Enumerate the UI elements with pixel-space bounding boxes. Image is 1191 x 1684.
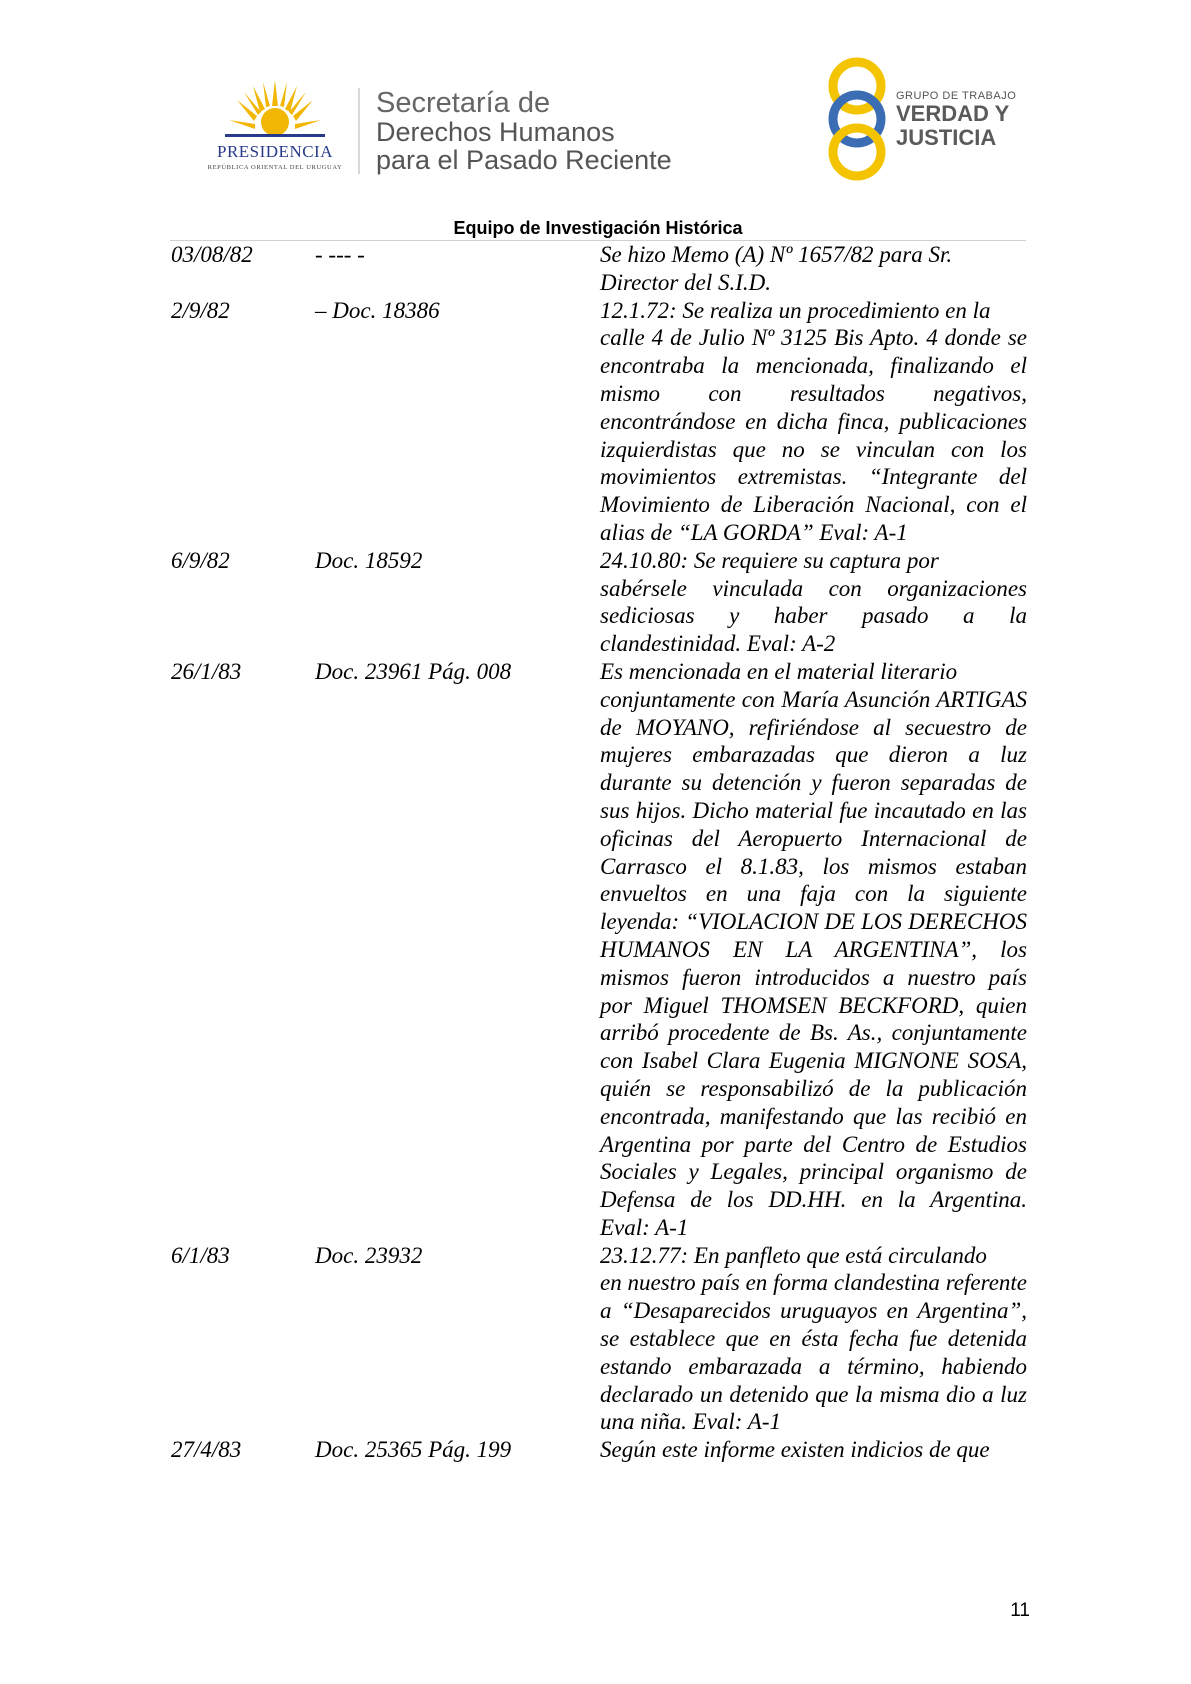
records-table	[171, 241, 1027, 1464]
header-separator	[358, 88, 360, 174]
secretaria-logo-text	[376, 88, 672, 174]
row-doc: - --- -	[315, 242, 365, 267]
linked-rings-icon	[822, 56, 892, 182]
table-row	[171, 297, 1027, 547]
table-row	[171, 241, 1027, 297]
row-desc-first: Es mencionada en el material literario	[600, 658, 958, 684]
row-desc-rest: sabérsele vinculada con organizaciones sediciosas y haber pasado a la clandestinidad. Eval: A-2	[600, 575, 1027, 657]
secretaria-line-1: Secretaría de	[376, 87, 551, 119]
row-description	[600, 241, 1027, 297]
table-row	[171, 658, 1027, 1242]
row-doc: Doc. 25365 Pág. 199	[315, 1437, 512, 1463]
table-row	[171, 1242, 1027, 1437]
row-description	[600, 658, 1027, 1242]
table-row	[171, 1436, 1027, 1464]
row-description	[600, 1242, 1027, 1437]
presidencia-logo	[195, 78, 355, 178]
row-date: 6/9/82	[171, 547, 230, 573]
sun-icon	[225, 78, 325, 140]
row-date: 6/1/83	[171, 1242, 230, 1268]
row-desc-rest: calle 4 de Julio Nº 3125 Bis Apto. 4 donde se encontraba la mencionada, finalizando el mismo con resultados negativos, encontrándose en dicha finca, publicaciones izquierdistas que no se vinculan con los movimientos extremistas. “Integrante del Movimiento de Liberación Nacional, con el alias de “LA GORDA” Eval: A-1	[600, 325, 1027, 545]
row-date: 2/9/82	[171, 297, 230, 323]
secretaria-line-2: Derechos Humanos	[376, 117, 615, 147]
presidencia-title: PRESIDENCIA	[216, 142, 333, 161]
row-date: 26/1/83	[171, 658, 242, 684]
row-desc-rest: conjuntamente con María Asunción ARTIGAS de MOYANO, refiriéndose al secuestro de mujeres embarazadas que dieron a luz durante su detención y fueron separadas de sus hijos. Dicho material fue incautado en las oficinas del Aeropuerto Internacional de Carrasco el 8.1.83, los mismos estaban envueltos en una faja con la siguiente leyenda: “VIOLACION DE LOS DERECHOS HUMANOS EN LA ARGENTINA”, los mismos fueron introducidos a nuestro país por Miguel THOMSEN BECKFORD, quien arribó procedente de Bs. As., conjuntamente con Isabel Clara Eugenia MIGNONE SOSA, quién se responsabilizó de la publicación encontrada, manifestando que las recibió en Argentina por parte del Centro de Estudios Sociales y Legales, principal organismo de Defensa de los DD.HH. en la Argentina. Eval: A-1	[600, 686, 1027, 1240]
row-desc-first: 23.12.77: En panfleto que está circulando	[600, 1242, 987, 1268]
row-date: 03/08/82	[171, 242, 253, 267]
secretaria-line-3: para el Pasado Reciente	[376, 145, 672, 175]
justicia-label: JUSTICIA	[896, 125, 997, 150]
page-number: 11	[1010, 1600, 1030, 1621]
row-desc-rest: Director del S.I.D.	[600, 269, 771, 295]
row-doc: Doc. 23932	[315, 1242, 423, 1268]
page-header	[0, 0, 1191, 200]
team-title: Equipo de Investigación Histórica	[453, 218, 743, 238]
row-doc: – Doc. 18386	[315, 297, 440, 323]
row-doc: Doc. 18592	[315, 547, 423, 573]
verdad-label: VERDAD Y	[896, 101, 1010, 126]
row-desc-first: Según este informe existen indicios de que	[600, 1437, 990, 1463]
row-doc: Doc. 23961 Pág. 008	[315, 658, 512, 684]
row-description	[600, 297, 1027, 547]
verdad-justicia-text	[896, 90, 1016, 150]
row-desc-first: 12.1.72: Se realiza un procedimiento en la	[600, 297, 991, 323]
row-desc-first: 24.10.80: Se requiere su captura por	[600, 547, 939, 573]
grupo-label: GRUPO DE TRABAJO	[896, 90, 1017, 102]
row-description	[600, 1436, 1027, 1464]
row-desc-first: Se hizo Memo (A) Nº 1657/82 para Sr.	[600, 242, 953, 267]
row-date: 27/4/83	[171, 1437, 242, 1463]
table-row	[171, 547, 1027, 658]
presidencia-subtitle: REPÚBLICA ORIENTAL DEL URUGUAY	[207, 164, 343, 171]
row-description	[600, 547, 1027, 658]
row-desc-rest: en nuestro país en forma clandestina referente a “Desaparecidos uruguayos en Argentina”, se establece que en ésta fecha fue detenida estando embarazada a término, habiendo declarado un detenido que la misma dio a luz una niña. Eval: A-1	[600, 1270, 1027, 1435]
